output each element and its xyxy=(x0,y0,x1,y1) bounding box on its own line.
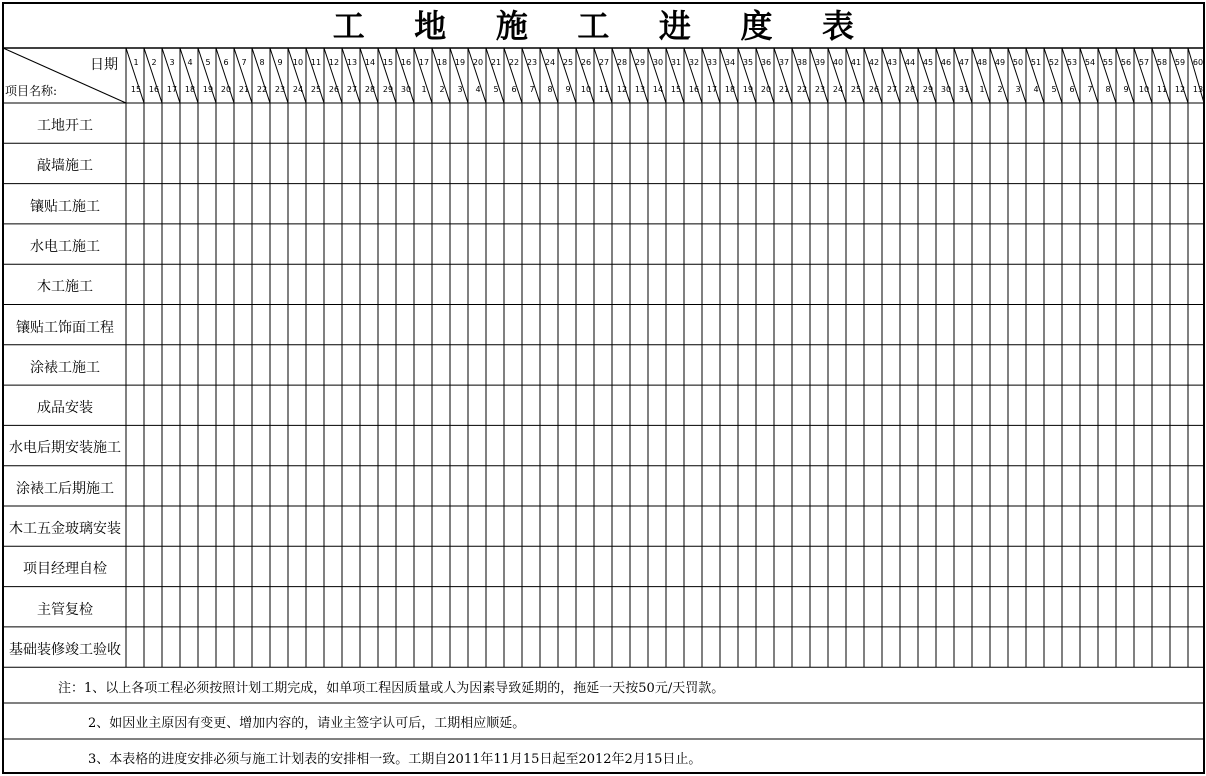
day-number: 19 xyxy=(454,58,466,67)
day-number: 12 xyxy=(328,58,340,67)
day-date: 28 xyxy=(364,85,376,94)
day-number: 60 xyxy=(1192,58,1204,67)
day-date: 19 xyxy=(202,85,214,94)
day-number: 1 xyxy=(133,58,139,67)
project-row-label: 涂裱工后期施工 xyxy=(16,480,114,497)
project-row-label: 涂裱工施工 xyxy=(30,359,100,376)
day-number: 27 xyxy=(598,58,610,67)
day-date: 26 xyxy=(868,85,880,94)
project-row-label: 敲墙施工 xyxy=(37,158,93,175)
day-date: 27 xyxy=(346,85,358,94)
day-date: 4 xyxy=(1033,85,1039,94)
day-number: 29 xyxy=(634,58,646,67)
day-date: 26 xyxy=(328,85,340,94)
day-date: 21 xyxy=(778,85,790,94)
day-date: 11 xyxy=(1156,85,1168,94)
day-number: 51 xyxy=(1030,58,1042,67)
day-date: 20 xyxy=(220,85,232,94)
day-number: 31 xyxy=(670,58,682,67)
note-2: 2、如因业主原因有变更、增加内容的，请业主签字认可后，工期相应顺延。 xyxy=(88,716,526,731)
project-row-label: 水电后期安装施工 xyxy=(9,440,121,457)
day-number: 56 xyxy=(1120,58,1132,67)
day-date: 13 xyxy=(1192,85,1204,94)
day-number: 5 xyxy=(205,58,211,67)
day-number: 10 xyxy=(292,58,304,67)
day-number: 32 xyxy=(688,58,700,67)
day-number: 21 xyxy=(490,58,502,67)
note-1: 注：1、以上各项工程必须按照计划工期完成，如单项工程因质量或人为因素导致延期的，拖延一天按50元/天罚款。 xyxy=(58,681,725,696)
day-date: 25 xyxy=(310,85,322,94)
day-date: 24 xyxy=(832,85,844,94)
day-date: 6 xyxy=(511,85,517,94)
outer-border xyxy=(3,3,1204,773)
day-date: 9 xyxy=(565,85,571,94)
day-number: 3 xyxy=(169,58,175,67)
day-date: 11 xyxy=(598,85,610,94)
day-number: 54 xyxy=(1084,58,1096,67)
day-date: 13 xyxy=(634,85,646,94)
project-row-label: 基础装修竣工验收 xyxy=(9,641,121,658)
day-number: 23 xyxy=(526,58,538,67)
day-number: 48 xyxy=(976,58,988,67)
project-row-label: 项目经理自检 xyxy=(23,561,107,578)
header-item-label: 项目名称: xyxy=(5,84,58,98)
day-date: 3 xyxy=(1015,85,1021,94)
day-date: 29 xyxy=(922,85,934,94)
day-number: 44 xyxy=(904,58,916,67)
project-row-label: 主管复检 xyxy=(37,601,93,618)
day-date: 8 xyxy=(1105,85,1111,94)
day-date: 19 xyxy=(742,85,754,94)
day-date: 24 xyxy=(292,85,304,94)
day-date: 23 xyxy=(814,85,826,94)
day-number: 24 xyxy=(544,58,556,67)
day-date: 16 xyxy=(688,85,700,94)
project-row-label: 镶贴工饰面工程 xyxy=(16,319,114,336)
project-row-label: 成品安装 xyxy=(37,400,93,417)
header-date-label: 日期 xyxy=(90,57,118,73)
day-number: 45 xyxy=(922,58,934,67)
day-number: 15 xyxy=(382,58,394,67)
day-date: 17 xyxy=(166,85,178,94)
day-number: 2 xyxy=(151,58,157,67)
day-date: 23 xyxy=(274,85,286,94)
day-number: 6 xyxy=(223,58,229,67)
day-date: 15 xyxy=(670,85,682,94)
note-3: 3、本表格的进度安排必须与施工计划表的安排相一致。工期自2011年11月15日起至2012年2月15日止。 xyxy=(88,752,702,767)
day-date: 27 xyxy=(886,85,898,94)
day-date: 18 xyxy=(184,85,196,94)
day-number: 7 xyxy=(241,58,247,67)
day-date: 7 xyxy=(1087,85,1093,94)
day-number: 43 xyxy=(886,58,898,67)
day-date: 10 xyxy=(1138,85,1150,94)
day-number: 20 xyxy=(472,58,484,67)
day-number: 38 xyxy=(796,58,808,67)
day-date: 16 xyxy=(148,85,160,94)
day-number: 53 xyxy=(1066,58,1078,67)
day-date: 9 xyxy=(1123,85,1129,94)
day-date: 4 xyxy=(475,85,481,94)
day-number: 52 xyxy=(1048,58,1060,67)
day-number: 28 xyxy=(616,58,628,67)
day-number: 35 xyxy=(742,58,754,67)
day-number: 9 xyxy=(277,58,283,67)
day-number: 39 xyxy=(814,58,826,67)
day-date: 3 xyxy=(457,85,463,94)
day-date: 25 xyxy=(850,85,862,94)
day-date: 15 xyxy=(130,85,142,94)
day-number: 30 xyxy=(652,58,664,67)
day-date: 22 xyxy=(256,85,268,94)
day-number: 22 xyxy=(508,58,520,67)
day-date: 8 xyxy=(547,85,553,94)
day-number: 17 xyxy=(418,58,430,67)
day-number: 8 xyxy=(259,58,265,67)
day-date: 28 xyxy=(904,85,916,94)
day-date: 7 xyxy=(529,85,535,94)
day-number: 41 xyxy=(850,58,862,67)
day-date: 21 xyxy=(238,85,250,94)
day-date: 22 xyxy=(796,85,808,94)
day-number: 50 xyxy=(1012,58,1024,67)
day-date: 1 xyxy=(979,85,985,94)
day-number: 13 xyxy=(346,58,358,67)
day-date: 30 xyxy=(400,85,412,94)
project-row-label: 工地开工 xyxy=(37,118,93,134)
day-number: 42 xyxy=(868,58,880,67)
day-date: 2 xyxy=(997,85,1003,94)
day-number: 18 xyxy=(436,58,448,67)
day-number: 37 xyxy=(778,58,790,67)
day-date: 18 xyxy=(724,85,736,94)
day-date: 14 xyxy=(652,85,664,94)
day-number: 33 xyxy=(706,58,718,67)
day-date: 5 xyxy=(493,85,499,94)
day-date: 12 xyxy=(1174,85,1186,94)
day-date: 1 xyxy=(421,85,427,94)
day-number: 34 xyxy=(724,58,736,67)
day-date: 10 xyxy=(580,85,592,94)
day-date: 5 xyxy=(1051,85,1057,94)
day-number: 59 xyxy=(1174,58,1186,67)
project-row-label: 水电工施工 xyxy=(30,238,100,255)
day-number: 40 xyxy=(832,58,844,67)
day-date: 30 xyxy=(940,85,952,94)
project-row-label: 木工施工 xyxy=(37,279,93,296)
day-date: 17 xyxy=(706,85,718,94)
day-number: 57 xyxy=(1138,58,1150,67)
day-number: 46 xyxy=(940,58,952,67)
day-date: 31 xyxy=(958,85,970,94)
day-number: 11 xyxy=(310,58,322,67)
day-number: 4 xyxy=(187,58,193,67)
day-number: 47 xyxy=(958,58,970,67)
day-number: 14 xyxy=(364,58,376,67)
day-number: 36 xyxy=(760,58,772,67)
day-number: 25 xyxy=(562,58,574,67)
day-date: 20 xyxy=(760,85,772,94)
day-number: 58 xyxy=(1156,58,1168,67)
page-title: 工 地 施 工 进 度 表 xyxy=(332,7,874,45)
day-number: 16 xyxy=(400,58,412,67)
day-date: 12 xyxy=(616,85,628,94)
project-row-label: 镶贴工施工 xyxy=(30,198,100,215)
day-number: 49 xyxy=(994,58,1006,67)
day-date: 2 xyxy=(439,85,445,94)
day-number: 26 xyxy=(580,58,592,67)
day-date: 29 xyxy=(382,85,394,94)
day-date: 6 xyxy=(1069,85,1075,94)
day-number: 55 xyxy=(1102,58,1114,67)
project-row-label: 木工五金玻璃安装 xyxy=(9,521,121,537)
